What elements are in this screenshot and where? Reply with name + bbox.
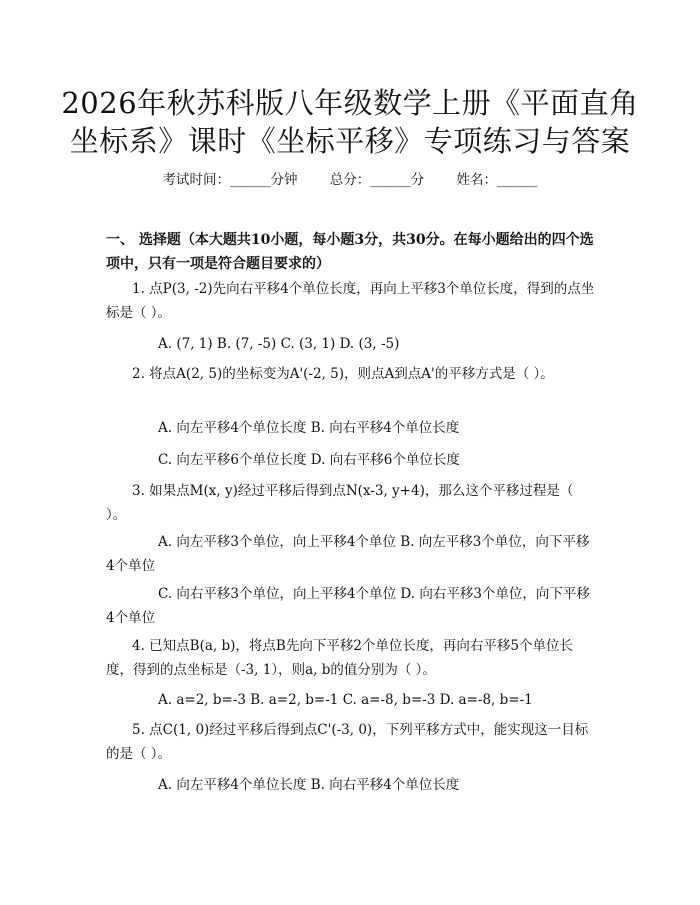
question-5: 5. 点C(1, 0)经过平移后得到点C'(-3, 0)，下列平移方式中，能实现这一目标的是（ ）。 — [106, 722, 589, 762]
question-5-options: A. 向左平移4个单位长度 B. 向右平移4个单位长度 — [158, 777, 460, 793]
exam-info — [0, 168, 700, 188]
document-title-line-2: 坐标系》课时《坐标平移》专项练习与答案 — [69, 124, 631, 158]
exam-score: 总分：______分 — [329, 172, 425, 188]
question-2-options-ab: A. 向左平移4个单位长度 B. 向右平移4个单位长度 — [158, 420, 460, 436]
question-2: 2. 将点A(2, 5)的坐标变为A'(-2, 5)，则点A到点A'的平移方式是（ ）。 — [132, 366, 554, 382]
question-4-options: A. a=2, b=-3 B. a=2, b=-1 C. a=-8, b=-3 D. a=-8, b=-1 — [158, 692, 533, 708]
question-1: 1. 点P(3, -2)先向右平移4个单位长度，再向上平移3个单位长度，得到的点坐标是（ ）。 — [106, 281, 595, 321]
section-heading: 一、 选择题（本大题共10小题，每小题3分，共30分。在每小题给出的四个选项中，只有一项是符合题目要求的） — [106, 232, 594, 272]
exam-time: 考试时间：______分钟 — [162, 172, 298, 188]
question-1-options: A. (7, 1) B. (7, -5) C. (3, 1) D. (3, -5) — [158, 336, 400, 352]
question-2-options-cd: C. 向左平移6个单位长度 D. 向右平移6个单位长度 — [158, 452, 460, 468]
question-3-options-ab: A. 向左平移3个单位，向上平移4个单位 B. 向左平移3个单位，向下平移4个单位 — [106, 534, 590, 574]
question-4: 4. 已知点B(a, b)，将点B先向下平移2个单位长度，再向右平移5个单位长度，得到的点坐标是（-3, 1），则a, b的值分别为（ ）。 — [106, 638, 573, 678]
student-name: 姓名：______ — [456, 172, 538, 188]
document-title-line-1: 2026年秋苏科版八年级数学上册《平面直角 — [61, 86, 639, 120]
question-3-options-cd: C. 向右平移3个单位，向上平移4个单位 D. 向右平移3个单位，向下平移4个单位 — [106, 586, 590, 626]
question-3: 3. 如果点M(x, y)经过平移后得到点N(x-3, y+4)，那么这个平移过程是（ ）。 — [106, 483, 574, 523]
